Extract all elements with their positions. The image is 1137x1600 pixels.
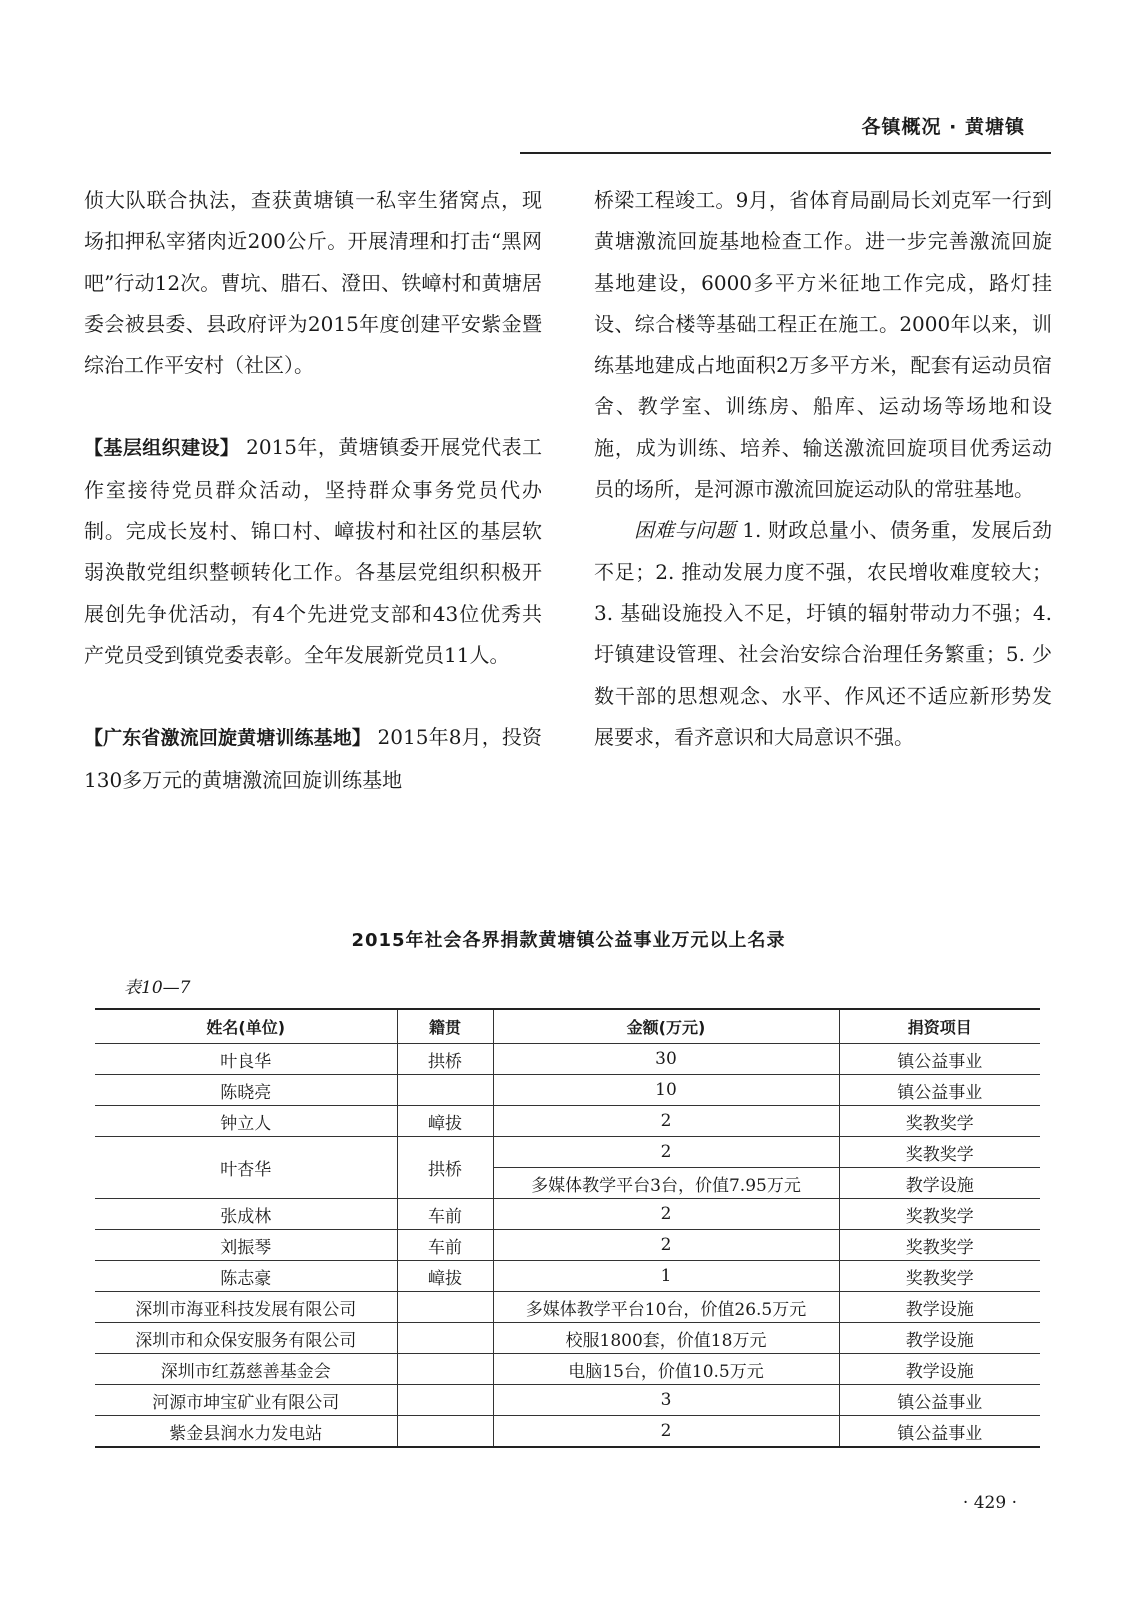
donations-table (95, 1008, 1040, 1448)
table-row (95, 1199, 1040, 1230)
cell-amount: 30 (493, 1044, 839, 1075)
cell-amount: 3 (493, 1385, 839, 1416)
paragraph-text: 桥梁工程竣工。9月，省体育局副局长刘克军一行到黄塘激流回旋基地检查工作。进一步完善激流回旋基地建设，6000多平方米征地工作完成，路灯挂设、综合楼等基础工程正在施工。2000年以来，训练基地建成占地面积2万多平方米，配套有运动员宿舍、教学室、训练房、船库、运动场等场地和设施，成为训练、培养、输送激流回旋项目优秀运动员的场所，是河源市激流回旋运动队的常驻基地。 (594, 188, 1052, 502)
table-row (95, 1075, 1040, 1106)
cell-project: 镇公益事业 (839, 1044, 1040, 1075)
paragraph-training-base-continued (594, 180, 1052, 510)
table-row (95, 1106, 1040, 1137)
cell-project: 教学设施 (839, 1168, 1040, 1199)
column-header-amount: 金额(万元) (493, 1009, 839, 1044)
cell-project: 镇公益事业 (839, 1416, 1040, 1448)
section-heading: 困难与问题 (634, 518, 736, 543)
cell-amount: 1 (493, 1261, 839, 1292)
paragraph-public-security (84, 180, 542, 386)
cell-name: 陈晓亮 (95, 1075, 397, 1106)
cell-project: 镇公益事业 (839, 1075, 1040, 1106)
cell-name: 钟立人 (95, 1106, 397, 1137)
section-heading: 【基层组织建设】 (84, 437, 240, 460)
cell-amount: 2 (493, 1106, 839, 1137)
cell-project: 教学设施 (839, 1354, 1040, 1385)
cell-project: 奖教奖学 (839, 1261, 1040, 1292)
cell-name: 深圳市海亚科技发展有限公司 (95, 1292, 397, 1323)
table-row (95, 1230, 1040, 1261)
cell-origin: 拱桥 (397, 1044, 493, 1075)
cell-origin (397, 1292, 493, 1323)
paragraph-difficulties (594, 510, 1052, 758)
cell-amount: 多媒体教学平台10台，价值26.5万元 (493, 1292, 839, 1323)
cell-name: 深圳市和众保安服务有限公司 (95, 1323, 397, 1354)
column-header-name: 姓名(单位) (95, 1009, 397, 1044)
cell-amount: 2 (493, 1137, 839, 1168)
cell-amount: 2 (493, 1416, 839, 1448)
cell-amount: 校服1800套，价值18万元 (493, 1323, 839, 1354)
cell-amount: 10 (493, 1075, 839, 1106)
section-heading: 【广东省激流回旋黄塘训练基地】 (84, 727, 372, 750)
cell-project: 奖教奖学 (839, 1106, 1040, 1137)
right-column (594, 180, 1052, 758)
cell-origin (397, 1385, 493, 1416)
table-header-row (95, 1009, 1040, 1044)
left-column (84, 180, 542, 801)
cell-name: 紫金县润水力发电站 (95, 1416, 397, 1448)
table-row (95, 1137, 1040, 1168)
column-header-project: 捐资项目 (839, 1009, 1040, 1044)
cell-name: 河源市坤宝矿业有限公司 (95, 1385, 397, 1416)
table-title: 2015年社会各界捐款黄塘镇公益事业万元以上名录 (351, 930, 786, 951)
table-row (95, 1261, 1040, 1292)
paragraph-training-base (84, 717, 542, 801)
cell-origin: 嶂拔 (397, 1261, 493, 1292)
cell-name: 叶杏华 (95, 1137, 397, 1199)
cell-origin: 嶂拔 (397, 1106, 493, 1137)
table-row (95, 1044, 1040, 1075)
cell-name: 刘振琴 (95, 1230, 397, 1261)
cell-origin: 车前 (397, 1230, 493, 1261)
cell-amount: 2 (493, 1230, 839, 1261)
cell-project: 教学设施 (839, 1292, 1040, 1323)
table-row (95, 1354, 1040, 1385)
cell-project: 教学设施 (839, 1323, 1040, 1354)
cell-name: 叶良华 (95, 1044, 397, 1075)
cell-origin (397, 1354, 493, 1385)
cell-amount: 电脑15台，价值10.5万元 (493, 1354, 839, 1385)
column-header-origin: 籍贯 (397, 1009, 493, 1044)
table-row (95, 1323, 1040, 1354)
cell-name: 张成林 (95, 1199, 397, 1230)
cell-project: 镇公益事业 (839, 1385, 1040, 1416)
cell-project: 奖教奖学 (839, 1199, 1040, 1230)
cell-origin (397, 1323, 493, 1354)
paragraph-grassroots-organization (84, 427, 542, 676)
cell-project: 奖教奖学 (839, 1230, 1040, 1261)
paragraph-text: 2015年8月，投资130多万元的黄塘激流回旋训练基地 (84, 725, 542, 792)
section-title: 各镇概况 · 黄塘镇 (861, 116, 1025, 138)
cell-amount: 2 (493, 1199, 839, 1230)
table-row (95, 1292, 1040, 1323)
cell-amount: 多媒体教学平台3台，价值7.95万元 (493, 1168, 839, 1199)
cell-name: 深圳市红荔慈善基金会 (95, 1354, 397, 1385)
cell-origin: 拱桥 (397, 1137, 493, 1199)
header-rule (520, 152, 1051, 154)
paragraph-text: 2015年，黄塘镇委开展党代表工作室接待党员群众活动，坚持群众事务党员代办制。完成长岌村、锦口村、嶂拔村和社区的基层软弱涣散党组织整顿转化工作。各基层党组织积极开展创先争优活动，有4个先进党支部和43位优秀共产党员受到镇党委表彰。全年发展新党员11人。 (84, 435, 542, 667)
table-label: 表10—7 (124, 978, 191, 998)
table-row (95, 1385, 1040, 1416)
cell-origin (397, 1075, 493, 1106)
cell-origin (397, 1416, 493, 1448)
cell-origin: 车前 (397, 1199, 493, 1230)
paragraph-text: 侦大队联合执法，查获黄塘镇一私宰生猪窝点，现场扣押私宰猪肉近200公斤。开展清理和打击“黑网吧”行动12次。曹坑、腊石、澄田、铁嶂村和黄塘居委会被县委、县政府评为2015年度创建平安紫金暨综治工作平安村（社区）。 (84, 188, 542, 378)
cell-name: 陈志豪 (95, 1261, 397, 1292)
paragraph-text: 1. 财政总量小、债务重，发展后劲不足；2. 推动发展力度不强，农民增收难度较大；3. 基础设施投入不足，圩镇的辐射带动力不强；4. 圩镇建设管理、社会治安综合治理任务繁重；5. 少数干部的思想观念、水平、作风还不适应新形势发展要求，看齐意识和大局意识不强。 (594, 518, 1052, 749)
cell-project: 奖教奖学 (839, 1137, 1040, 1168)
page-number: · 429 · (962, 1493, 1017, 1513)
table-row (95, 1416, 1040, 1448)
